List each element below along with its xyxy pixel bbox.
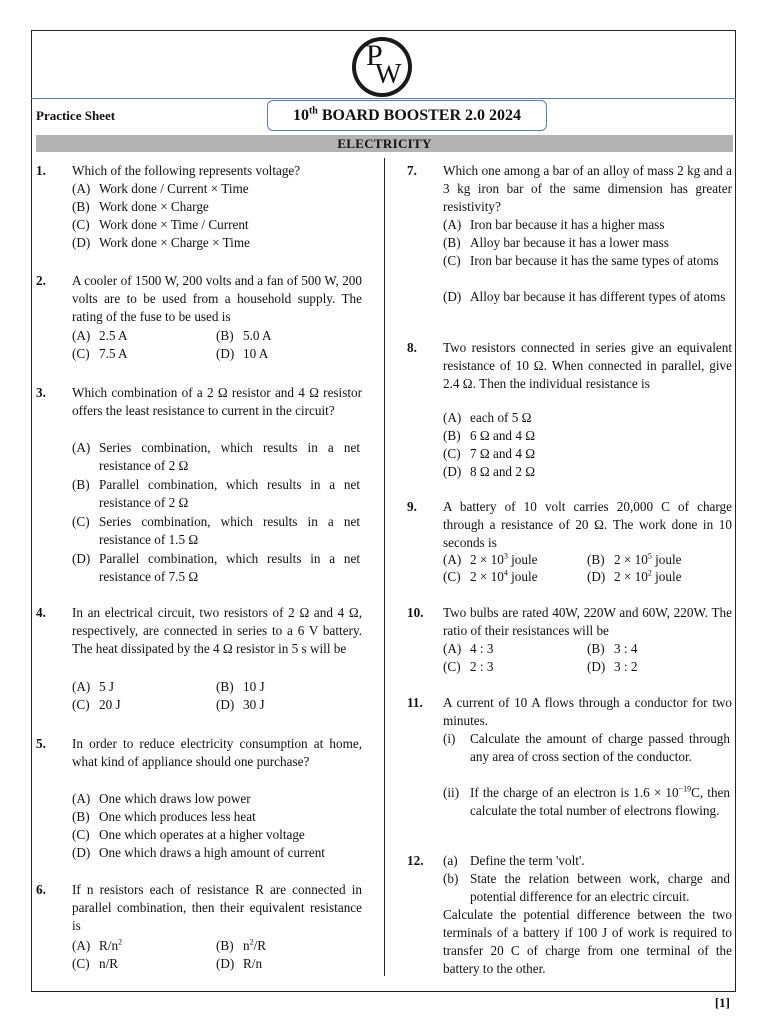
option-d: (D) R/n [216, 956, 263, 971]
option-d: (D) 30 J [216, 697, 265, 712]
question-number: 3. [36, 385, 46, 400]
question-3 [36, 384, 362, 584]
pw-logo [352, 37, 412, 97]
question-11 [407, 694, 733, 839]
option-b: (B) 10 J [216, 679, 265, 694]
option-b: (B) 5.0 A [216, 328, 272, 343]
question-text: Two bulbs are rated 40W, 220W and 60W, 220W. The ratio of their resistances will be [443, 605, 732, 638]
question-text: A battery of 10 volt carries 20,000 C of charge through a resistance of 20 Ω. The work done in 10 seconds is [443, 499, 732, 550]
sub-question-a: (a) Define the term 'volt'. [443, 853, 585, 868]
option-c: (C) n/R [72, 956, 119, 971]
option-c: (C) 7 Ω and 4 Ω [443, 446, 536, 461]
option-a: (A) $2 \times 10^3$ joule [443, 551, 538, 567]
question-text: Two resistors connected in series give an equivalent resistance of 10 Ω. When connected in parallel, give 2.4 Ω. Then the individual resistance is [443, 340, 732, 391]
option-b: (B) Alloy bar because it has a lower mass [443, 235, 669, 250]
sub-question-i: (i) Calculate the amount of charge passed through any area of cross section of the conductor. [443, 731, 730, 764]
option-a: (A) 5 J [72, 679, 115, 694]
question-text: Calculate the potential difference between the two terminals of a battery if 100 J of work is required to transfer 20 C of charge from one terminal of the battery to the other. [443, 907, 732, 976]
option-c: (C) 20 J [72, 697, 121, 712]
question-text: A cooler of 1500 W, 200 volts and a fan of 500 W, 200 volts are to be used from a household supply. The rating of the fuse to be used is [72, 273, 362, 324]
option-a: (A) Work done / Current × Time [72, 181, 249, 196]
logo-letter-w: W [375, 59, 402, 90]
option-c: (C) $2 \times 10^4$ joule [443, 568, 538, 584]
question-number: 12. [407, 853, 424, 868]
question-number: 6. [36, 882, 46, 897]
option-d: (D) 10 A [216, 346, 269, 361]
question-7 [407, 162, 733, 322]
question-text: If n resistors each of resistance R are connected in parallel combination, then their equivalent resistance is [72, 882, 362, 933]
option-d: (D) Alloy bar because it has different types of atoms [443, 289, 726, 304]
option-c: (C) Work done × Time / Current [72, 217, 249, 232]
board-booster-title: 10th BOARD BOOSTER 2.0 2024 [267, 100, 547, 131]
option-d: (D) 3 : 2 [587, 659, 638, 674]
question-12 [407, 852, 733, 977]
page-number: [1] [714, 995, 730, 1010]
option-d: (D) $2 \times 10^2$ joule [587, 568, 682, 584]
sub-question-ii: (ii) If the charge of an electron is $1.6 \times 10^{-19}C$, then calculate the total number of electrons flowing. [443, 784, 730, 818]
practice-sheet-label: Practice Sheet [36, 108, 116, 123]
option-a: (A) Series combination, which results in a net resistance of 2 Ω [72, 440, 360, 473]
column-divider [384, 158, 385, 976]
option-d: (D) 8 Ω and 2 Ω [443, 464, 536, 479]
option-b: (B) Work done × Charge [72, 199, 209, 214]
question-text: A current of 10 A flows through a conductor for two minutes. [443, 695, 732, 728]
question-text: Which one among a bar of an alloy of mass 2 kg and a 3 kg iron bar of the same dimension has greater resistivity? [443, 163, 732, 214]
option-a: (A) 4 : 3 [443, 641, 494, 656]
option-b: (B) $2 \times 10^5$ joule [587, 551, 682, 567]
question-number: 11. [407, 695, 423, 710]
question-5 [36, 735, 362, 863]
option-c: (C) 2 : 3 [443, 659, 494, 674]
option-a: (A) $R/n^2$ [72, 937, 123, 953]
option-a: (A) each of 5 Ω [443, 410, 532, 425]
question-number: 7. [407, 163, 417, 178]
question-1 [36, 162, 362, 252]
sub-question-b: (b) State the relation between work, charge and potential difference for an electric circuit. [443, 871, 730, 904]
option-c: (C) Iron bar because it has the same types of atoms [443, 253, 719, 268]
option-b: (B) One which produces less heat [72, 809, 256, 824]
option-c: (C) 7.5 A [72, 346, 128, 361]
option-b: (B) 6 Ω and 4 Ω [443, 428, 536, 443]
question-number: 10. [407, 605, 424, 620]
question-9 [407, 498, 733, 590]
question-number: 1. [36, 163, 46, 178]
option-c: (C) One which operates at a higher voltage [72, 827, 305, 842]
question-6 [36, 881, 362, 975]
option-d: (D) One which draws a high amount of current [72, 845, 325, 860]
option-b: (B) 3 : 4 [587, 641, 638, 656]
option-b: (B) Parallel combination, which results in a net resistance of 2 Ω [72, 477, 360, 510]
option-d: (D) Work done × Charge × Time [72, 235, 250, 250]
option-d: (D) Parallel combination, which results in a net resistance of 7.5 Ω [72, 551, 360, 584]
question-4 [36, 604, 362, 716]
question-8 [407, 339, 733, 484]
logo-letter-p: P [366, 39, 383, 72]
option-a: (A) 2.5 A [72, 328, 128, 343]
option-b: (B) $n^2/R$ [216, 937, 267, 953]
question-number: 9. [407, 499, 417, 514]
question-text: Which of the following represents voltage? [72, 163, 301, 178]
question-text: In an electrical circuit, two resistors of 2 Ω and 4 Ω, respectively, are connected in series to a 6 V battery. The heat dissipated by the 4 Ω resistor in 5 s will be [72, 605, 362, 656]
question-number: 4. [36, 605, 46, 620]
question-number: 5. [36, 736, 46, 751]
question-number: 8. [407, 340, 417, 355]
header-rule [31, 98, 736, 99]
question-2 [36, 272, 362, 364]
option-a: (A) One which draws low power [72, 791, 251, 806]
option-a: (A) Iron bar because it has a higher mass [443, 217, 665, 232]
question-10 [407, 604, 733, 676]
subject-banner: ELECTRICITY [36, 135, 733, 152]
option-c: (C) Series combination, which results in a net resistance of 1.5 Ω [72, 514, 360, 547]
question-number: 2. [36, 273, 46, 288]
question-text: Which combination of a 2 Ω resistor and 4 Ω resistor offers the least resistance to current in the circuit? [72, 385, 362, 418]
question-text: In order to reduce electricity consumption at home, what kind of appliance should one purchase? [72, 736, 362, 769]
